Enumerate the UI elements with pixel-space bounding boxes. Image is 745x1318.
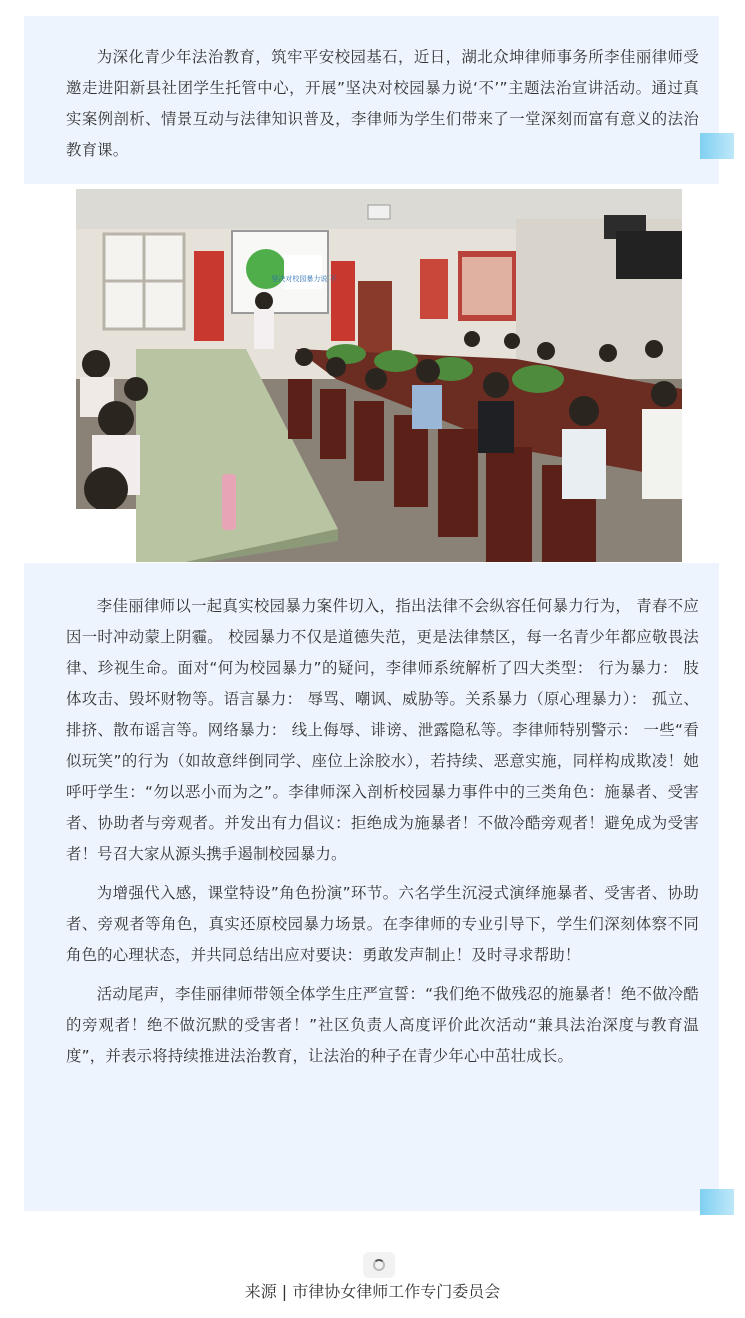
loading-icon [363, 1252, 395, 1278]
body-card [24, 563, 719, 1211]
body-paragraph-2: 为增强代入感，课堂特设”角色扮演”环节。六名学生沉浸式演绎施暴者、受害者、协助者、旁观者等角色，真实还原校园暴力场景。在李律师的专业引导下，学生们深刻体察不同角色的心理状态，并共同总结出应对要诀：勇敢发声制止！及时寻求帮助！ [66, 884, 699, 964]
screen-title-text: 坚决对校园暴力说 不 [271, 275, 337, 283]
source-credit: 来源 | 市律协女律师工作专门委员会 [244, 1282, 501, 1301]
intro-card [24, 16, 719, 184]
side-tab-decoration-bottom [700, 1189, 734, 1215]
body-paragraph-1: 李佳丽律师以一起真实校园暴力案件切入，指出法律不会纵容任何暴力行为， 青春不应因一时冲动蒙上阴霾。 校园暴力不仅是道德失范，更是法律禁区，每一名青少年都应敬畏法律、珍视生命。面对“何为校园暴力”的疑问，李律师系统解析了四大类型： 行为暴力： 肢体攻击、毁坏财物等。语言暴力： 辱骂、嘲讽、威胁等。关系暴力（原心理暴力）： 孤立、排挤、散布谣言等。网络暴力： 线上侮辱、诽谤、泄露隐私等。李律师特别警示： 一些“看似玩笑”的行为（如故意绊倒同学、座位上涂胶水），若持续、恶意实施，同样构成欺凌！她呼吁学生：“勿以恶小而为之”。李律师深入剖析校园暴力事件中的三类角色：施暴者、受害者、协助者与旁观者。并发出有力倡议：拒绝成为施暴者！不做冷酷旁观者！避免成为受害者！号召大家从源头携手遏制校园暴力。 [66, 597, 699, 863]
event-photo[interactable] [76, 189, 682, 562]
classroom-photo-illustration [76, 189, 682, 562]
intro-paragraph: 为深化青少年法治教育，筑牢平安校园基石，近日，湖北众坤律师事务所李佳丽律师受邀走进阳新县社团学生托管中心，开展”坚决对校园暴力说‘不’”主题法治宣讲活动。通过真实案例剖析、情景互动与法律知识普及，李律师为学生们带来了一堂深刻而富有意义的法治教育课。 [66, 48, 699, 159]
spinner-icon [373, 1259, 385, 1271]
side-tab-decoration-top [700, 133, 734, 159]
body-paragraph-3: 活动尾声，李佳丽律师带领全体学生庄严宣誓：“我们绝不做残忍的施暴者！绝不做冷酷的旁观者！绝不做沉默的受害者！”社区负责人高度评价此次活动“兼具法治深度与教育温度”，并表示将持续推进法治教育，让法治的种子在青少年心中茁壮成长。 [66, 985, 699, 1065]
